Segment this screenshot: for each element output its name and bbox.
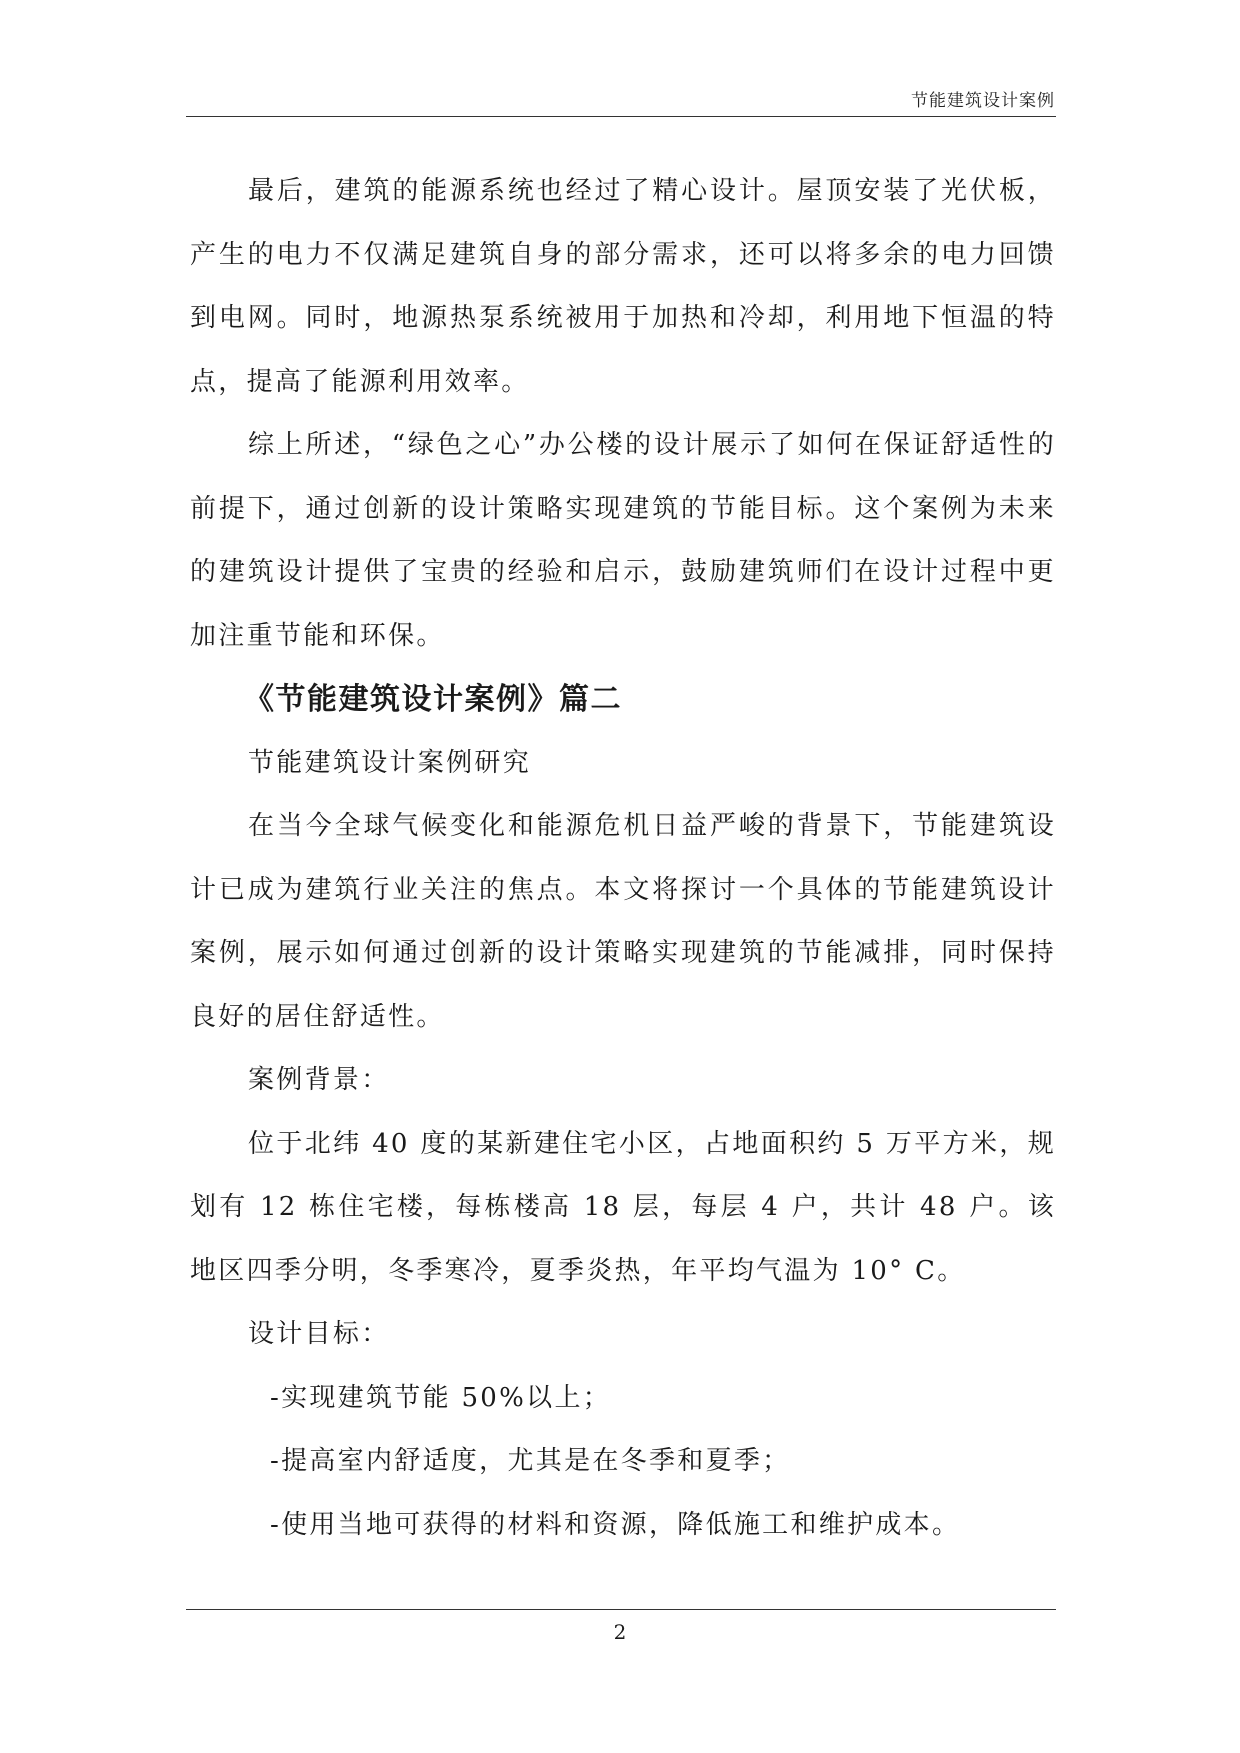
goal-item: -实现建筑节能 50%以上；	[270, 1382, 612, 1413]
page-body	[190, 160, 1056, 1557]
background-label: 案例背景：	[248, 1065, 390, 1095]
section-subtitle: 节能建筑设计案例研究	[248, 747, 532, 778]
goals-label: 设计目标：	[248, 1319, 390, 1349]
paragraph-energy-system: 最后，建筑的能源系统也经过了精心设计。屋顶安装了光伏板，产生的电力不仅满足建筑自身的部分需求，还可以将多余的电力回馈到电网。同时，地源热泵系统被用于加热和冷却，利用地下恒温的特点，提高了能源利用效率。	[190, 176, 1056, 397]
page-number: 2	[613, 1620, 627, 1644]
paragraph-intro: 在当今全球气候变化和能源危机日益严峻的背景下，节能建筑设计已成为建筑行业关注的焦点。本文将探讨一个具体的节能建筑设计案例，展示如何通过创新的设计策略实现建筑的节能减排，同时保持良好的居住舒适性。	[190, 811, 1056, 1032]
goal-item: -使用当地可获得的材料和资源，降低施工和维护成本。	[270, 1509, 961, 1540]
header-rule	[186, 116, 1056, 117]
paragraph-background: 位于北纬 40 度的某新建住宅小区，占地面积约 5 万平方米，规划有 12 栋住宅楼，每栋楼高 18 层，每层 4 户，共计 48 户。该地区四季分明，冬季寒冷，夏季炎热，年平均气温为 10° C。	[190, 1128, 1056, 1286]
running-header: 节能建筑设计案例	[911, 91, 1055, 111]
section-heading: 《节能建筑设计案例》篇二	[244, 682, 622, 717]
paragraph-summary: 综上所述，“绿色之心”办公楼的设计展示了如何在保证舒适性的前提下，通过创新的设计策略实现建筑的节能目标。这个案例为未来的建筑设计提供了宝贵的经验和启示，鼓励建筑师们在设计过程中更加注重节能和环保。	[190, 430, 1056, 651]
goal-item: -提高室内舒适度，尤其是在冬季和夏季；	[270, 1446, 791, 1476]
footer-rule	[186, 1609, 1056, 1610]
